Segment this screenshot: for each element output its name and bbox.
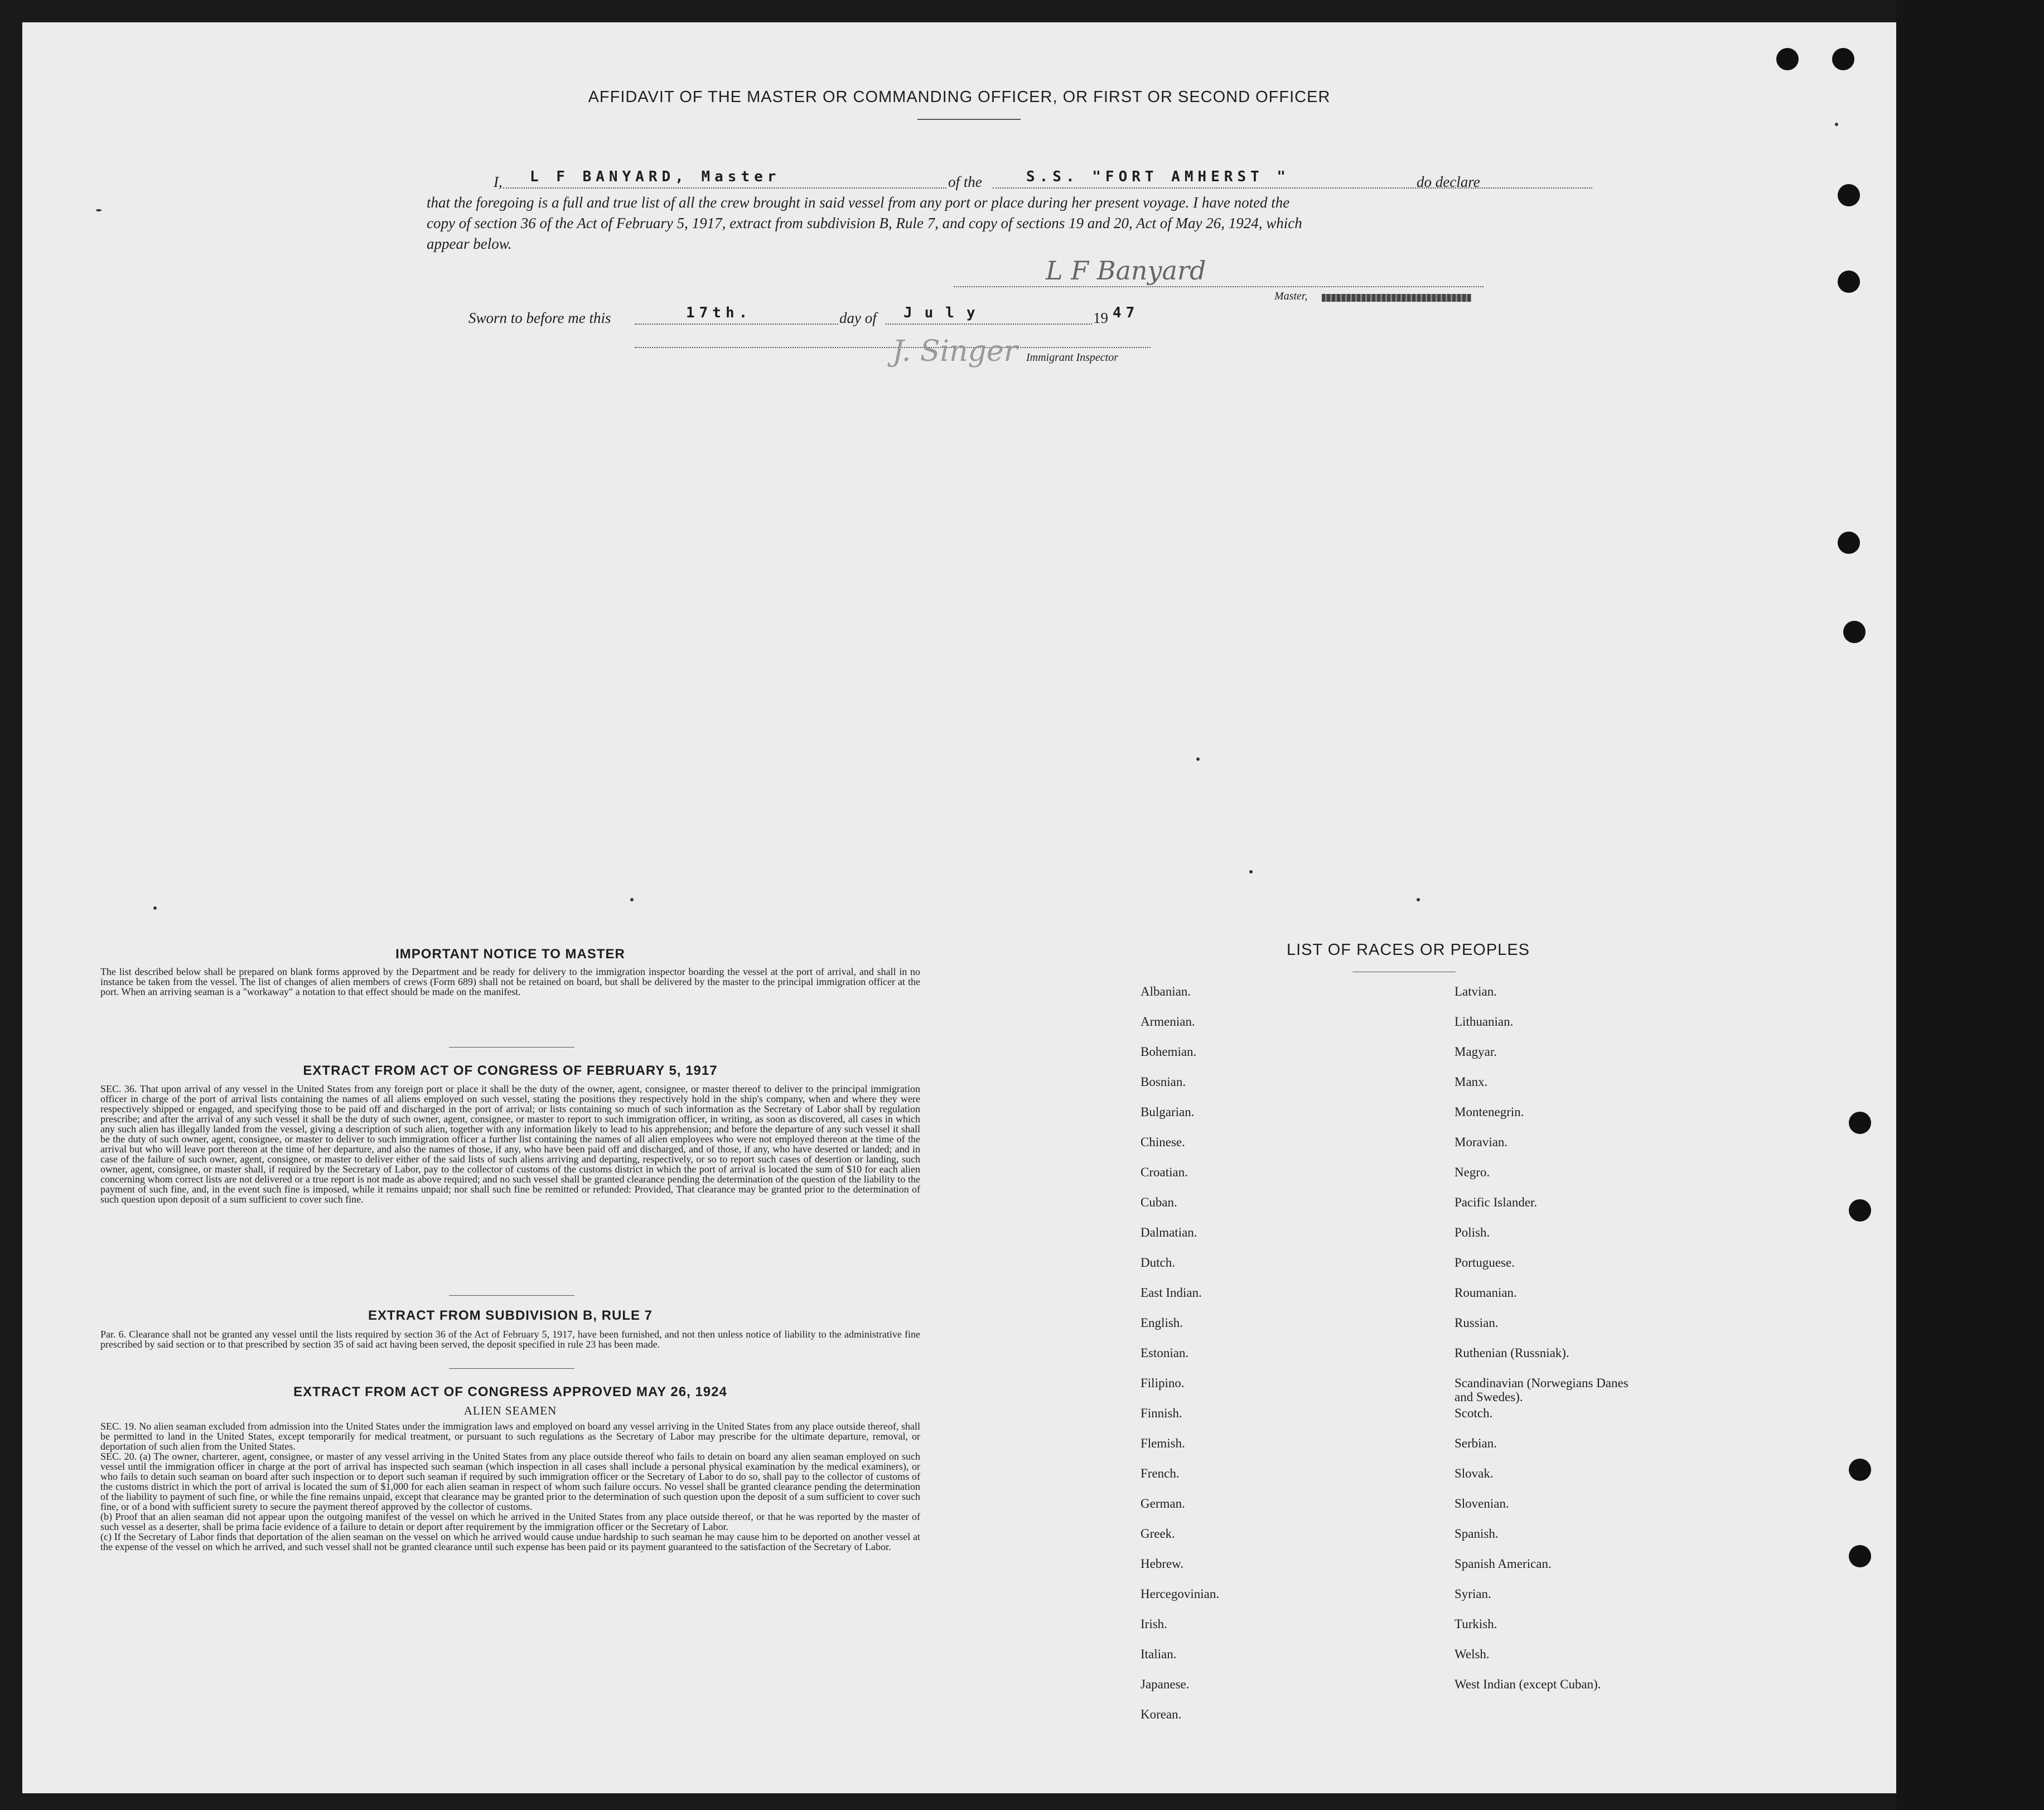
race-item: Syrian. (1455, 1587, 1491, 1601)
race-item: Finnish. (1141, 1406, 1182, 1420)
declaration-line-2: that the foregoing is a full and true list of all the crew brought in said vessel from any port or place during her present voyage. I have noted the (427, 194, 1290, 211)
extract-1924-body (100, 1421, 920, 1552)
sec-20b-text: (b) Proof that an alien seaman did not appear upon the outgoing manifest of the vessel on which he arrived in the United States from any place outside thereof, or that he was reported by the master of such vessel as a deserter, shall be prima facie evidence of a failure to detain or deport after requirement by the immigration officer or the Secretary of Labor. (100, 1511, 920, 1532)
race-item: Albanian. (1141, 984, 1191, 998)
race-item: Pacific Islander. (1455, 1195, 1538, 1209)
races-title: LIST OF RACES OR PEOPLES (1286, 941, 1530, 959)
subdivision-title: EXTRACT FROM SUBDIVISION B, RULE 7 (368, 1308, 653, 1323)
race-item: Manx. (1455, 1075, 1488, 1089)
declare-label: do declare (1417, 173, 1480, 190)
race-item: East Indian. (1141, 1286, 1202, 1300)
race-item: Hercegovinian. (1141, 1587, 1220, 1601)
race-item: Estonian. (1141, 1346, 1189, 1360)
title-divider (917, 119, 1021, 120)
race-item: Spanish. (1455, 1527, 1499, 1541)
year-suffix: 47 (1113, 305, 1139, 321)
extract-1917-text: SEC. 36. That upon arrival of any vessel in the United States from any foreign port or place it shall be the duty of the owner, agent, consignee, or master thereof to deliver to the principal immigration officer in charge of the port of arrival lists containing the names of all aliens employed on such vessel, stating the positions they respectively hold in the ship's company, when and where they were respectively shipped or engaged, and specifying those to be paid off and discharged in the port of arrival; or lists containing so much of such information as the Secretary of Labor shall by regulation prescribe; and after the arrival of any such vessel it shall be the duty of such owner, agent, consignee, or master to report to such immigration officer, in writing, as soon as discovered, all cases in which any such alien has illegally landed from the vessel, giving a description of such alien, together with any information likely to lead to his apprehension; and before the departure of any such vessel it shall be the duty of such owner, agent, consignee, or master to deliver to such immigration officer a further list containing the names of all alien employees who were not employed thereon at the time of the arrival but who will leave port thereon at the time of her departure, and also the names of those, if any, who have been paid off and discharged, and of those, if any, who have deserted or landed; and in case of the failure of such owner, agent, consignee, or master to deliver either of the said lists of such aliens arriving and departing, respectively, or so to report such cases of desertion or landing, such owner, agent, consignee, or master shall, if required by the Secretary of Labor, pay to the collector of customs of the customs district in which the port of arrival is located the sum of $10 for each alien concerning whom correct lists are not delivered or a true report is not made as above required; and no such vessel shall be granted clearance pending the determination of the question of the liability to the payment of such fine, and, in the event such fine is imposed, while it remains unpaid; nor shall such fine be remitted or refunded: Provided, That clearance may be granted prior to the determination of such question upon deposit of a sum sufficient to cover such fine. (100, 1083, 920, 1205)
sec-20c-text: (c) If the Secretary of Labor finds that deportation of the alien seaman on the vessel on which he arrived would cause undue hardship to such seaman he may cause him to be deported on another vessel at the expense of the vessel on which he arrived, and such vessel shall not be granted clearance until such expense has been paid or its payment guaranteed to the satisfaction of the Secretary of Labor. (100, 1531, 920, 1552)
race-item: West Indian (except Cuban). (1455, 1677, 1601, 1691)
race-item: Scotch. (1455, 1406, 1493, 1420)
extract-1924-subtitle: ALIEN SEAMEN (463, 1404, 557, 1417)
extract-1917-title: EXTRACT FROM ACT OF CONGRESS OF FEBRUARY 5, 1917 (303, 1063, 718, 1078)
races-left-column (1141, 984, 1219, 1737)
punch-hole (1849, 1199, 1871, 1222)
master-signature-line (954, 286, 1484, 287)
race-item: Filipino. (1141, 1376, 1185, 1390)
race-item: Korean. (1141, 1707, 1182, 1721)
punch-hole (1776, 48, 1799, 70)
race-item: Croatian. (1141, 1165, 1188, 1179)
extract-1924-title: EXTRACT FROM ACT OF CONGRESS APPROVED MAY 26, 1924 (293, 1384, 727, 1399)
race-item: Slovak. (1455, 1466, 1494, 1480)
i-label: I, (494, 173, 502, 190)
master-label: Master, (1274, 290, 1308, 302)
race-item: Portuguese. (1455, 1256, 1515, 1270)
race-item: Turkish. (1455, 1617, 1497, 1631)
master-fill-line (503, 187, 946, 189)
race-item: Bosnian. (1141, 1075, 1186, 1089)
speck (1417, 898, 1420, 901)
sworn-day: 17th. (686, 305, 752, 321)
race-item: Negro. (1455, 1165, 1490, 1179)
race-item: Lithuanian. (1455, 1015, 1514, 1029)
race-item: Dalmatian. (1141, 1225, 1197, 1239)
race-item: Slovenian. (1455, 1497, 1509, 1510)
inspector-signature: J. Singer (892, 335, 1018, 368)
declaration-line-4: appear below. (427, 235, 512, 252)
race-item: German. (1141, 1497, 1185, 1510)
notice-text: The list described below shall be prepared on blank forms approved by the Department and be ready for delivery to the immigration inspector boarding the vessel at the port of arrival, and shall in no instance be taken from the vessel. The list of changes of alien members of crews (Form 689) shall not be retained on board, but shall be delivered by the master to the principal immigration officer at the port. When an arriving seaman is a "workaway" a notation to that effect should be made on the manifest. (100, 966, 920, 997)
inspector-label: Immigrant Inspector (1026, 351, 1118, 364)
speck (153, 906, 157, 910)
master-signature: L F Banyard (1046, 255, 1206, 286)
race-item: Armenian. (1141, 1015, 1195, 1029)
scan-edge (1896, 0, 2044, 1810)
document-page (22, 22, 1896, 1793)
race-item: Moravian. (1455, 1135, 1508, 1149)
race-item: Dutch. (1141, 1256, 1175, 1270)
declaration-line-3: copy of section 36 of the Act of February 5, 1917, extract from subdivision B, Rule 7, and copy of sections 19 and 20, Act of May 26, 1924, which (427, 215, 1302, 231)
race-item: Scandinavian (Norwegians Danes and Swedes). (1455, 1376, 1629, 1404)
speck (630, 898, 634, 901)
race-item: Magyar. (1455, 1045, 1497, 1059)
punch-hole (1838, 184, 1860, 206)
of-the-label: of the (948, 173, 982, 190)
speck (96, 209, 102, 211)
race-item: Italian. (1141, 1647, 1177, 1661)
day-of-label: day of (839, 310, 877, 326)
punch-hole (1838, 532, 1860, 554)
day-fill-line (635, 324, 838, 325)
race-item: Japanese. (1141, 1677, 1190, 1691)
race-item: Welsh. (1455, 1647, 1490, 1661)
race-item: Bulgarian. (1141, 1105, 1195, 1119)
year-prefix: 19 (1093, 310, 1108, 326)
divider-3 (449, 1368, 574, 1369)
race-item: Cuban. (1141, 1195, 1177, 1209)
punch-hole (1849, 1459, 1871, 1481)
punch-hole (1849, 1112, 1871, 1134)
subdivision-text: Par. 6. Clearance shall not be granted any vessel until the lists required by section 36 of the Act of February 5, 1917, have been furnished, and not then unless notice of liability to the administrative fine prescribed by said section or to that prescribed by section 35 of said act having been served, the deposit specified in rule 23 has been made. (100, 1329, 920, 1350)
vessel-fill-line (993, 187, 1592, 189)
affidavit-title: AFFIDAVIT OF THE MASTER OR COMMANDING OFFICER, OR FIRST OR SECOND OFFICER (588, 88, 1331, 106)
speck (1835, 123, 1838, 126)
sworn-label: Sworn to before me this (468, 310, 611, 326)
speck (1249, 870, 1253, 873)
sec-19-text: SEC. 19. No alien seaman excluded from admission into the United States under the immigration laws and employed on board any vessel arriving in the United States from any place outside thereof, shall be permitted to land in the United States, except temporarily for medical treatment, or pursuant to such regulations as the Secretary of Labor may prescribe for the ultimate departure, removal, or deportation of such alien from the United States. (100, 1421, 920, 1452)
speck (1196, 757, 1200, 761)
race-item: Spanish American. (1455, 1557, 1552, 1571)
race-item: Serbian. (1455, 1436, 1497, 1450)
punch-hole (1838, 271, 1860, 293)
race-item: Chinese. (1141, 1135, 1185, 1149)
race-item: Bohemian. (1141, 1045, 1197, 1059)
notice-title: IMPORTANT NOTICE TO MASTER (395, 947, 625, 962)
race-item: French. (1141, 1466, 1180, 1480)
sec-20a-text: SEC. 20. (a) The owner, charterer, agent, consignee, or master of any vessel arriving in the United States from any place outside thereof who fails to detain on board any alien seaman employed on such vessel until the immigration officer in charge at the port of arrival has inspected such seaman (which inspection in all cases shall include a personal physical examination by the medical examiners), or who fails to detain such seaman on board after such inspection or to deport such seaman if required by such immigration officer or the Secretary of Labor to do so, shall pay to the collector of customs of the customs district in which the port of arrival is located the sum of $1,000 for each alien seaman in respect of whom such failure occurs. No vessel shall be granted clearance pending the determination of the liability to payment of such fine, or while the fine remains unpaid, except that clearance may be granted prior to the determination of such question upon the deposit of a sum sufficient to cover such fine, or of a bond with sufficient surety to secure the payment thereof approved by the collector of customs. (100, 1451, 920, 1512)
race-item: Latvian. (1455, 984, 1497, 998)
race-item: Greek. (1141, 1527, 1175, 1541)
divider-1 (449, 1047, 574, 1048)
punch-hole (1843, 621, 1866, 643)
race-item: Russian. (1455, 1316, 1499, 1330)
race-item: Hebrew. (1141, 1557, 1184, 1571)
race-item: Flemish. (1141, 1436, 1185, 1450)
race-item: English. (1141, 1316, 1183, 1330)
punch-hole (1849, 1545, 1871, 1567)
month-fill-line (886, 324, 1092, 325)
race-item: Montenegrin. (1455, 1105, 1524, 1119)
divider-2 (449, 1295, 574, 1296)
races-right-column (1455, 984, 1639, 1707)
sworn-month: July (903, 305, 988, 321)
race-item: Ruthenian (Russniak). (1455, 1346, 1569, 1360)
struck-out-text (1322, 294, 1471, 302)
race-item: Roumanian. (1455, 1286, 1517, 1300)
master-name: L F BANYARD, Master (530, 168, 781, 185)
race-item: Polish. (1455, 1225, 1490, 1239)
race-item: Irish. (1141, 1617, 1167, 1631)
vessel-name: S.S. "FORT AMHERST " (1026, 168, 1291, 185)
punch-hole (1832, 48, 1854, 70)
